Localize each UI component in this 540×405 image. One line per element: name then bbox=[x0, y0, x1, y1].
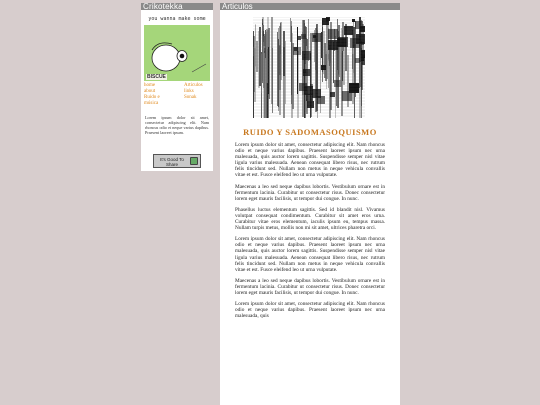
main-content bbox=[220, 3, 400, 405]
article-paragraph: Lorem ipsum dolor sit amet, consectetur adipiscing elit. Nam rhoncus odio et neque varius dapibus. Praesent laoreet ipsum nec urna malesuada, quis auctor lorem sagittis. Suspendisse semper nisl vitae ligula varius malesuada. Aenean consequat libero risus, nec rutrum felis tincidunt sed. Nullam non metus in neque vehicula convallis vitae et est. Fusce eleifend leo ut urna vulputate. bbox=[235, 236, 385, 273]
article-paragraph: Lorem ipsum dolor sit amet, consectetur adipiscing elit. Nam rhoncus odio et neque varius dapibus. Praesent laoreet ipsum nec urna malesuada, quis bbox=[235, 301, 385, 320]
article-paragraph: Lorem ipsum dolor sit amet, consectetur adipiscing elit. Nam rhoncus odio et neque varius dapibus. Praesent laoreet ipsum nec urna malesuada, quis auctor lorem sagittis. Suspendisse semper nisl vitae ligula varius malesuada. Aenean consequat libero risus, nec rutrum felis tincidunt sed. Nullam non metus in neque vehicula convallis vitae et est. Fusce eleifend leo ut urna vulputate. bbox=[235, 142, 385, 179]
banner-character-illustration bbox=[144, 14, 210, 81]
nav-column-right bbox=[184, 83, 216, 101]
banner-text: you wanna make some bbox=[144, 14, 210, 25]
article-paragraph: Phasellus luctus elementum sagittis. Sed id blandit nisl. Vivamus volutpat consequat condimentum. Curabitur sit amet eros urna. Curabitur vitae eros elementum, iaculis ipsum eu, tempus massa. Nullam turpis metus, mollis non mi sit amet, ultrices pharetra orci. bbox=[235, 206, 385, 232]
share-button-label: It's Good To Share bbox=[160, 157, 184, 167]
sidebar bbox=[141, 3, 213, 171]
nav-link-sonak[interactable]: Sonak bbox=[184, 95, 197, 100]
nav-link-about[interactable]: about bbox=[144, 89, 156, 94]
section-title: Articulos bbox=[220, 3, 400, 10]
nav-link-musica[interactable]: música bbox=[144, 101, 159, 106]
share-icon bbox=[190, 157, 198, 165]
nav-column-left bbox=[144, 83, 176, 107]
banner-ad[interactable] bbox=[144, 14, 210, 81]
nav-link-links[interactable]: links bbox=[184, 89, 194, 94]
site-title[interactable]: Crikotekka bbox=[141, 3, 213, 10]
nav-link-articulos[interactable]: Articulos bbox=[184, 83, 203, 88]
sidebar-description: Lorem ipsum dolor sit amet, consectetur adipiscing elit. Nam rhoncus odio et neque varius dapibus. Praesent laoreet ipsum. bbox=[145, 115, 209, 135]
share-button[interactable] bbox=[153, 154, 201, 168]
nav-link-home[interactable]: home bbox=[144, 83, 156, 88]
banner-logo: BISCUE bbox=[147, 74, 166, 80]
article-paragraph: Maecenas a leo sed neque dapibus lobortis. Vestibulum ornare est in fermentum lacinia. Curabitur ut consectetur risus. Donec consectetur lorem eget mauris facilisis, ut tempor dui congue. In nunc. bbox=[235, 277, 385, 296]
article-noise-image bbox=[253, 17, 365, 118]
nav-link-ruido[interactable]: Ruido e bbox=[144, 95, 160, 100]
article-paragraph: Maecenas a leo sed neque dapibus lobortis. Vestibulum ornare est in fermentum lacinia. Curabitur ut consectetur risus. Donec consectetur lorem eget mauris facilisis, ut tempor dui congue. In nunc. bbox=[235, 183, 385, 202]
article-body bbox=[235, 142, 385, 324]
article-title: RUIDO Y SADOMASOQUISMO bbox=[243, 127, 377, 137]
